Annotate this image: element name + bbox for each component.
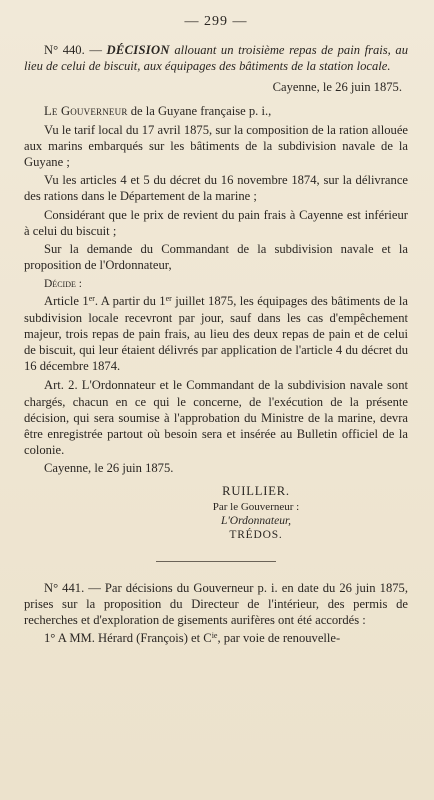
governor-line (24, 103, 408, 119)
decision-440-heading (24, 42, 408, 74)
decision-440-number: N° 440. — (44, 43, 102, 57)
closing-dateline: Cayenne, le 26 juin 1875. (44, 461, 174, 476)
page-number: — 299 — (184, 14, 248, 29)
decision-keyword: DÉCISION (106, 43, 170, 57)
consideration-4: Sur la demande du Commandant de la subdivision navale et la proposition de l'Ordonnateur, (24, 242, 408, 273)
item-1-b: , par voie de renouvelle- (217, 631, 341, 646)
signature-role: L'Ordonnateur, (220, 514, 292, 527)
decision-440-dateline: Cayenne, le 26 juin 1875. (272, 80, 402, 95)
signature-role-name: TRÉDOS. (229, 528, 283, 541)
section-divider (156, 561, 276, 562)
decision-441-paragraph: N° 441. — Par décisions du Gouverneur p. i. en date du 26 juin 1875, prises sur la proposition du Directeur de l'intérieur, des permis de recherches et d'exploration de gisements aurifères ont été accordés : (24, 580, 408, 628)
signature-by-line: Par le Gouverneur : (212, 500, 300, 513)
article-1-a: Article 1 (44, 294, 89, 309)
signature-name: RUILLIER. (222, 483, 290, 498)
consideration-1: Vu le tarif local du 17 avril 1875, sur la composition de la ration allouée aux marins embarqués sur les bâtiments de la subdivision navale de la Guyane ; (24, 122, 408, 170)
decide-label: Décide : (44, 278, 82, 291)
decision-441-item-1 (24, 630, 408, 646)
decision-440-title: allouant un troisième repas de pain frais, au lieu de celui de biscuit, aux équipages des bâtiments de la station locale. (24, 43, 408, 74)
item-1-sup: ie (211, 631, 218, 641)
governor-rest: de la Guyane française p. i., (127, 104, 272, 119)
governor-title: Le Gouverneur (44, 104, 128, 119)
article-1-c: juillet 1875, les équipages des bâtiments de la subdivision locale recevront par jour, sauf dans les cas d'empêchement majeur, trois repas de pain frais, au lieu des deux repas de pain et de celui de biscuit, qui leur étaient délivrés par application de l'article 4 du décret du 16 décembre 1874. (24, 294, 408, 374)
article-1-b: . A partir du 1 (94, 294, 166, 309)
article-1-sup1: er (88, 294, 95, 304)
article-1-sup2: er (165, 294, 172, 304)
article-1 (24, 293, 408, 374)
item-1-a: 1° A MM. Hérard (François) et C (44, 631, 212, 646)
article-2: Art. 2. L'Ordonnateur et le Commandant de la subdivision navale sont chargés, chacun en ce qui le concerne, de l'exécution de la présente décision, qui sera soumise à l'approbation du Ministre de la marine, devra être enregistrée partout où besoin sera et insérée au Bulletin officiel de la colonie. (24, 378, 408, 458)
consideration-3: Considérant que le prix de revient du pain frais à Cayenne est inférieur à celui du biscuit ; (24, 207, 408, 238)
consideration-2: Vu les articles 4 et 5 du décret du 16 novembre 1874, sur la délivrance des rations dans le Département de la marine ; (24, 173, 408, 204)
